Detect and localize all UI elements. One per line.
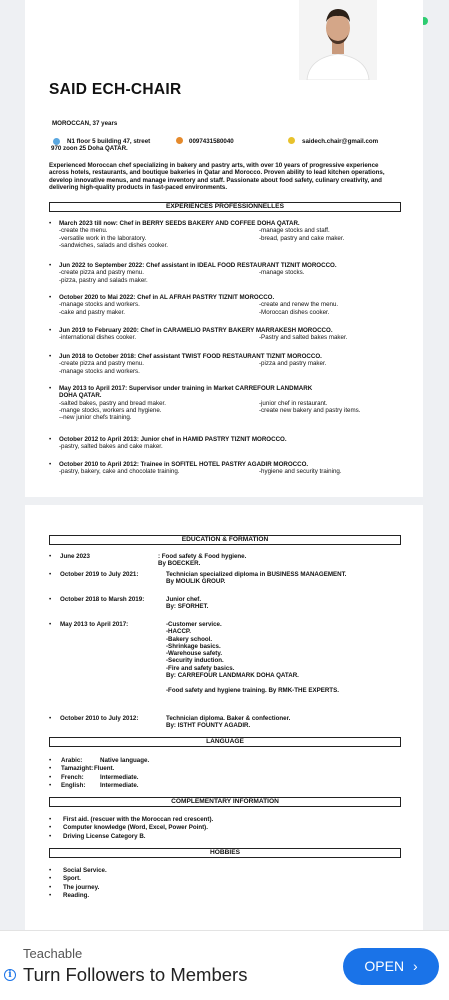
experience-heading: Jun 2018 to October 2018: Chef assistant TWIST FOOD RESTAURANT TIZNIT MOROCCO. (59, 353, 322, 360)
experience-duty-right: -manage stocks. (259, 269, 305, 277)
education-date: October 2010 to July 2012: (60, 715, 139, 722)
experience-duty-left: -pastry, bakery, cake and chocolate training. (59, 468, 180, 476)
bullet-dot: • (49, 553, 52, 560)
bullet-dot: • (49, 773, 52, 781)
education-line: Technician specialized diploma in BUSINESS MANAGEMENT. (166, 571, 347, 578)
experience-duty-right: -hygiene and security training. (259, 468, 342, 476)
experience-duty-row (59, 235, 399, 242)
hobby-item: Sport. (63, 875, 81, 883)
education-date: May 2013 to April 2017: (60, 621, 129, 628)
experience-duty-left: -create pizza and pastry menu. (59, 360, 144, 368)
experience-duty-right: -Pastry and salted bakes maker. (259, 334, 348, 342)
experience-duty-row (59, 334, 399, 341)
experience-duty-left: -create the menu. (59, 227, 108, 235)
education-date: October 2019 to July 2021: (60, 571, 139, 578)
education-detail (166, 621, 339, 694)
bullet-dot: • (49, 765, 52, 773)
education-line: By: ISTHT FOUNTY AGADIR. (166, 722, 251, 730)
section-title-hobbies: HOBBIES (49, 848, 401, 858)
experience-duty-left: -versatile work in the laboratory. (59, 234, 147, 242)
bullet-dot: • (49, 824, 52, 832)
experience-duty-right: -create and renew the menu. (259, 301, 339, 309)
section-title-education: EDUCATION & FORMATION (49, 535, 401, 545)
bullet-dot: • (49, 875, 52, 883)
experience-duty-left: -cake and pastry maker. (59, 308, 126, 316)
experience-duty-right: -pizza and pastry maker. (259, 360, 327, 368)
section-title-experience: EXPERIENCES PROFESSIONNELLES (49, 202, 401, 212)
education-line: By MOULIK GROUP. (166, 578, 226, 586)
education-date: June 2023 (60, 553, 90, 560)
experience-duty-right: -create new bakery and pastry items. (259, 406, 361, 414)
professional-summary: Experienced Moroccan chef specializing in bakery and pastry arts, with over 10 years of progressive experience across hotels, restaurants, and boutique bakeries in Qatar and Morocco. Proven ability to lead kitchen operations, develop innovative menus, and manage inventory and staff. Passionate about food safety, culinary creativity, and delivering high-quality products in fast-paced environments. (49, 162, 385, 191)
language-level: Intermediate. (100, 773, 139, 781)
experience-item (59, 461, 399, 476)
chevron-right-icon: › (412, 958, 418, 974)
experience-heading: October 2010 to April 2012: Trainee in SOFITEL HOTEL PASTRY AGADIR MOROCCO. (59, 461, 309, 468)
email-address[interactable]: saidech.chair@gmail.com (302, 138, 379, 145)
ad-brand: Teachable (23, 946, 83, 961)
experience-duty-left: -create pizza and pastry menu. (59, 269, 144, 277)
bullet-dot: • (49, 385, 52, 392)
bullet-dot: • (49, 327, 52, 334)
experience-duty-row (59, 468, 399, 475)
experience-item (59, 385, 399, 421)
bullet-dot: • (49, 891, 52, 899)
experience-duty-row (59, 301, 399, 308)
experience-duty-left: -manage stocks and workers. (59, 301, 140, 309)
experience-duty-row (59, 277, 399, 284)
experience-duty-row (59, 414, 399, 421)
complementary-item: Computer knowledge (Word, Excel, Power Point). (63, 824, 208, 832)
experience-item (59, 436, 399, 451)
experience-duty-row (59, 360, 399, 367)
language-level: Native language. (100, 757, 150, 764)
education-line: -Warehouse safety. (166, 650, 223, 658)
location-icon (53, 138, 60, 145)
experience-duty-right: -Moroccan dishes cooker. (259, 308, 330, 316)
experience-duty-row (59, 400, 399, 407)
education-line: By BOECKER. (158, 560, 201, 568)
education-detail (166, 596, 208, 611)
experience-duty-row (59, 309, 399, 316)
bullet-dot: • (49, 715, 52, 722)
experience-duty-row (59, 227, 399, 234)
experience-duty-row (59, 269, 399, 276)
section-title-language: LANGUAGE (49, 737, 401, 747)
language-name: Arabic: (61, 757, 83, 764)
education-line: Junior chef. (166, 596, 202, 603)
section-title-complementary: COMPLEMENTARY INFORMATION (49, 797, 401, 807)
ad-open-button[interactable] (343, 948, 439, 985)
resume-page-2 (25, 505, 423, 930)
experience-duty-row (59, 368, 399, 375)
bullet-dot: • (49, 262, 52, 269)
experience-duty-left: -pizza, pastry and salads maker. (59, 276, 148, 284)
experience-duty-left: -salted bakes, pastry and bread maker. (59, 399, 166, 407)
bullet-dot: • (49, 781, 52, 789)
experience-duty-right: -manage stocks and staff. (259, 227, 330, 235)
address-line-1: N1 floor 5 building 47, street (67, 138, 151, 145)
education-line: -HACCP. (166, 628, 191, 636)
education-line: By: SFORHET. (166, 603, 209, 611)
education-line (166, 679, 339, 686)
experience-duty-left: -international dishes cooker. (59, 334, 137, 342)
ad-banner[interactable] (0, 930, 449, 1000)
experience-heading-cont: DOHA QATAR. (59, 392, 102, 400)
nationality-age: MOROCCAN, 37 years (52, 120, 118, 127)
language-level: Intermediate. (100, 781, 139, 789)
education-line: -Fire and safety basics. (166, 664, 235, 672)
complementary-item: First aid. (rescuer with the Moroccan red crescent). (63, 816, 214, 823)
bullet-dot: • (49, 461, 52, 468)
experience-duty-row (59, 407, 399, 414)
experience-item (59, 294, 399, 316)
experience-duty-left: -manage stocks and workers. (59, 367, 140, 375)
hobby-item: Social Service. (63, 867, 107, 874)
bullet-dot: • (49, 353, 52, 360)
ad-open-label: OPEN (364, 958, 405, 974)
phone-number[interactable]: 0097431580040 (189, 138, 234, 145)
bullet-dot: • (49, 294, 52, 301)
education-detail (166, 715, 290, 730)
experience-item (59, 327, 399, 342)
experience-heading: October 2020 to Mai 2022: Chef in AL AFRAH PASTRY TIZNIT MOROCCO. (59, 294, 275, 301)
hobby-item: The journey. (63, 883, 100, 891)
language-name: Tamazight: (61, 765, 94, 773)
experience-heading: May 2013 to April 2017: Supervisor under training in Market CARREFOUR LANDMARK (59, 385, 313, 392)
experience-item (59, 353, 399, 375)
language-name: French: (61, 773, 84, 781)
candidate-name: SAID ECH-CHAIR (49, 81, 182, 98)
education-detail (158, 553, 246, 568)
ad-title[interactable]: Turn Followers to Members (23, 964, 248, 985)
bullet-dot: • (49, 883, 52, 891)
bullet-dot: • (49, 816, 52, 823)
complementary-item: Driving License Category B. (63, 832, 146, 840)
hobby-item: Reading. (63, 891, 90, 899)
address-line-2: 970 zoon 25 Doha QATAR. (51, 145, 128, 152)
info-icon[interactable]: i (4, 969, 16, 981)
education-line: -Customer service. (166, 621, 222, 628)
education-detail (166, 571, 346, 586)
language-level: Fluent. (94, 765, 115, 773)
bullet-dot: • (49, 436, 52, 443)
education-line: -Bakery school. (166, 635, 213, 643)
email-icon (288, 137, 295, 144)
bullet-dot: • (49, 571, 52, 578)
bullet-dot: • (49, 621, 52, 628)
education-line: Technician diploma. Baker & confectioner. (166, 715, 291, 722)
experience-item (59, 262, 399, 284)
experience-heading: Jun 2019 to February 2020: Chef in CARAMELIO PASTRY BAKERY MARRAKESH MOROCCO. (59, 327, 333, 334)
education-line: -Shrinkage basics. (166, 642, 221, 650)
experience-duty-row (59, 242, 399, 249)
bullet-dot: • (49, 832, 52, 840)
experience-heading: March 2023 till now: Chef in BERRY SEEDS BAKERY AND COFFEE DOHA QATAR. (59, 220, 300, 227)
phone-icon (176, 137, 183, 144)
resume-page-1 (25, 0, 423, 497)
bullet-dot: • (49, 596, 52, 603)
education-line: -Food safety and hygiene training. By RMK-THE EXPERTS. (166, 686, 339, 694)
education-line: -Security induction. (166, 657, 224, 665)
education-line: : Food safety & Food hygiene. (158, 553, 247, 560)
language-name: English: (61, 781, 86, 789)
profile-photo (299, 0, 377, 80)
experience-duty-right: -bread, pastry and cake maker. (259, 234, 345, 242)
experience-duty-right: -junior chef in restaurant. (259, 399, 328, 407)
bullet-dot: • (49, 757, 52, 764)
education-date: October 2018 to Marsh 2019: (60, 596, 145, 603)
education-line: By: CARREFOUR LANDMARK DOHA QATAR. (166, 672, 299, 680)
bullet-dot: • (49, 220, 52, 227)
experience-duty-row (59, 443, 399, 450)
experience-duty-left: -sandwiches, salads and dishes cooker. (59, 241, 169, 249)
experience-heading: October 2012 to April 2013: Junior chef in HAMID PASTRY TIZNIT MOROCCO. (59, 436, 287, 443)
experience-heading: Jun 2022 to September 2022: Chef assistant in IDEAL FOOD RESTAURANT TIZNIT MOROCCO. (59, 262, 337, 269)
experience-duty-left: -mange stocks, workers and hygiene. (59, 406, 162, 414)
experience-duty-left: --new junior chefs training. (59, 414, 132, 422)
bullet-dot: • (49, 867, 52, 874)
experience-duty-left: -pastry, salted bakes and cake maker. (59, 443, 163, 451)
experience-item (59, 220, 399, 249)
